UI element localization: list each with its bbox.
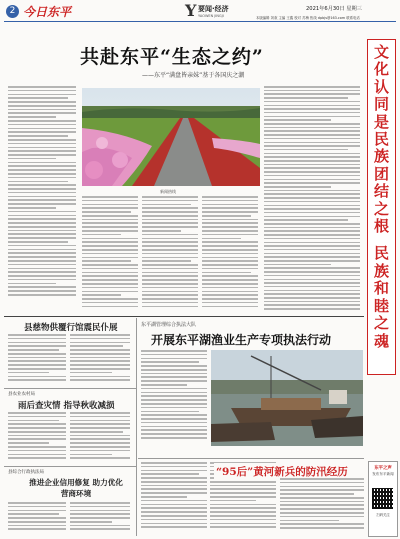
page-number-badge: 2 xyxy=(6,5,19,18)
slogan-sidebar xyxy=(367,39,396,375)
article-2-body xyxy=(8,412,66,462)
slogan-char: 认 xyxy=(373,77,389,96)
slogan-char: 之 xyxy=(373,314,389,333)
top-story-body-col1 xyxy=(82,196,138,312)
article-3-kicker: 东平湖管理综合执法大队 xyxy=(141,322,197,328)
editor-line: 本版编辑 刘欢 主编 王鑫 校对 苏梅 热线 dpbjs@163.com 联系电话 xyxy=(256,16,360,20)
slogan-char: 魂 xyxy=(373,331,389,350)
article-4-body-2 xyxy=(70,502,130,534)
vertical-divider xyxy=(136,318,137,536)
road-flowers-image xyxy=(82,88,260,186)
article-1-body xyxy=(8,334,66,384)
qr-label: 扫码关注 xyxy=(376,513,390,517)
slogan-char: 根 xyxy=(373,217,389,236)
article-4-kicker: 县综合行政执法局 xyxy=(8,470,44,475)
divider-c xyxy=(138,458,364,459)
slogan-char: 民 xyxy=(373,244,389,263)
ad-line2: 发布东平新闻 xyxy=(372,472,394,476)
top-story-body-left xyxy=(8,86,76,296)
slogan-text xyxy=(368,40,395,350)
divider-b xyxy=(4,466,136,467)
slogan-char: 是 xyxy=(373,112,389,131)
divider-a xyxy=(4,388,136,389)
ad-box xyxy=(368,461,398,537)
article-4-headline: 推进企业信用修复 助力优化营商环境 xyxy=(29,478,123,498)
newspaper-logo: 今日东平 xyxy=(23,5,72,19)
section-letter: Y xyxy=(185,1,197,20)
article-5-body-3 xyxy=(280,478,364,534)
article-2-body-2 xyxy=(70,412,130,462)
slogan-char: 文 xyxy=(373,43,389,61)
top-story-subheadline: ——东平“满盘皆亲妹”基于各国庆之潮 xyxy=(142,72,245,79)
slogan-char: 和 xyxy=(373,279,389,298)
top-story-body-right xyxy=(264,86,360,310)
slogan-char: 睦 xyxy=(373,296,389,315)
slogan-char: 同 xyxy=(373,95,389,114)
slogan-char: 民 xyxy=(373,130,389,149)
header-rule xyxy=(4,21,396,22)
top-story-photo xyxy=(82,88,260,186)
article-3-body-1 xyxy=(141,350,207,446)
article-3-headline: 开展东平湖渔业生产专项执法行动 xyxy=(151,333,332,347)
top-story-body-col2 xyxy=(142,196,198,312)
boats-image xyxy=(211,350,363,446)
lake-enforcement-photo xyxy=(211,350,363,446)
article-1-body-2 xyxy=(70,334,130,384)
article-2-headline: 雨后查灾情 指导秋收减损 xyxy=(18,401,115,411)
slogan-char: 之 xyxy=(373,199,389,218)
slogan-char: 化 xyxy=(373,60,389,79)
top-story-headline: 共赴东平“生态之约” xyxy=(80,46,264,68)
section-name: 要闻·经济 xyxy=(198,5,229,13)
issue-date: 2021年6月30日 星期三 xyxy=(306,6,362,12)
slogan-char: 结 xyxy=(373,182,389,201)
article-1-headline: 县慈物供覆行馆震民仆展 xyxy=(24,323,118,333)
qr-code[interactable] xyxy=(372,488,393,509)
slogan-char: 族 xyxy=(373,147,389,166)
article-4-body xyxy=(8,502,66,534)
article-5-headline: “95后”黄河新兵的防汛经历 xyxy=(214,463,350,480)
top-story-body-col3 xyxy=(202,196,258,312)
slogan-char: 族 xyxy=(373,261,389,280)
article-5-body-1 xyxy=(141,462,207,534)
section-pinyin: YAOWEN JINGJI xyxy=(198,14,224,18)
article-3-body-2 xyxy=(141,452,365,456)
article-2-kicker: 县农业农村局 xyxy=(8,392,35,397)
slogan-char: 团 xyxy=(373,164,389,183)
section-divider-1 xyxy=(4,316,364,317)
top-story-photo-caption: 新闻热线 xyxy=(160,189,176,194)
ad-line1: 东平之声 xyxy=(374,466,392,471)
